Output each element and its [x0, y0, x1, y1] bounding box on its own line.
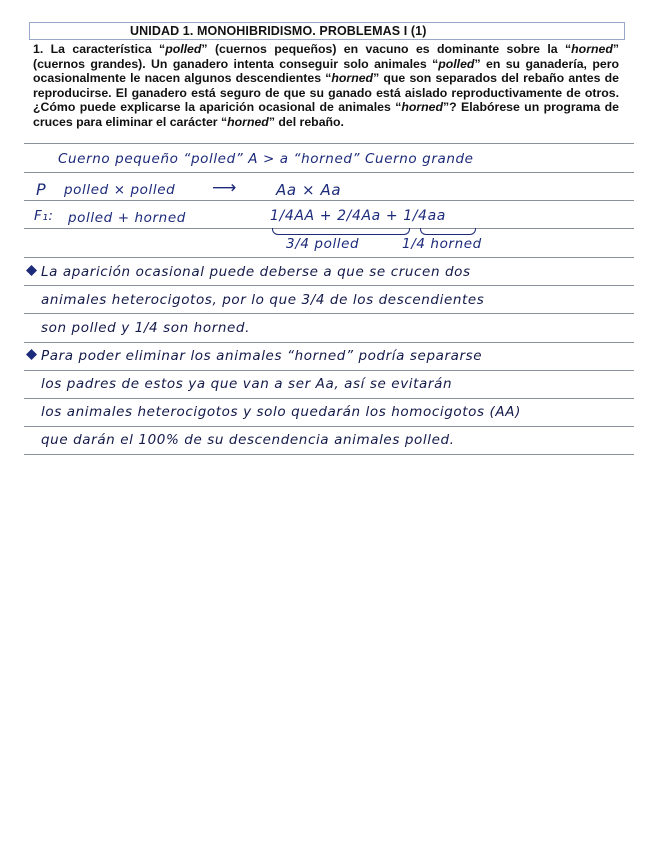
term-horned: horned: [571, 42, 613, 56]
polled-proportion: 3/4 polled: [286, 236, 360, 252]
horned-proportion: 1/4 horned: [402, 236, 482, 252]
ruled-line: [24, 172, 634, 173]
unit-title: UNIDAD 1. MONOHIBRIDISMO. PROBLEMAS I (1): [130, 24, 427, 38]
ruled-line: [24, 313, 634, 314]
explanation-line: son polled y 1/4 son horned.: [41, 320, 250, 336]
term-horned: horned: [401, 100, 444, 115]
crossing-program-line: Para poder eliminar los animales “horned” podría separarse: [41, 348, 483, 364]
term-polled: polled: [165, 42, 202, 56]
ruled-line: [24, 200, 634, 201]
problem-statement: [33, 42, 619, 130]
term-horned: horned: [331, 71, 374, 86]
crossing-program-line: los padres de estos ya que van a ser Aa, así se evitarán: [41, 376, 453, 392]
problem-text: ” (cuernos pequeños) en vacuno es dominante sobre la “: [201, 42, 572, 56]
problem-text: ” del rebaño.: [268, 114, 344, 129]
crossing-program-line: que darán el 100% de su descendencia animales polled.: [41, 432, 455, 448]
problem-text: ” (cuernos grandes). Un ganadero intenta conseguir solo animales “: [33, 42, 619, 71]
problem-text: ” en su ganadería, pero ocasionalmente le nacen algunos descendientes “: [33, 56, 619, 86]
f1-phenotypes: polled + horned: [68, 210, 186, 226]
handwritten-answer-sheet: [24, 136, 634, 471]
problem-number: 1.: [33, 42, 44, 56]
crossing-program-line: los animales heterocigotos y solo quedarán los homocigotos (AA): [41, 404, 521, 420]
f1-generation-label: F₁:: [34, 208, 54, 224]
arrow-right-icon: ⟶: [212, 178, 237, 198]
parental-generation-label: P: [36, 180, 47, 199]
ruled-line: [24, 426, 634, 427]
horned-bracket: [420, 228, 476, 235]
problem-text: ”? Elabórese un programa de cruces para eliminar el carácter “: [33, 100, 619, 129]
term-polled: polled: [438, 56, 475, 71]
diamond-bullet-icon: [26, 265, 37, 276]
ruled-line: [24, 342, 634, 343]
unit-header: [29, 22, 625, 40]
ruled-line: [24, 257, 634, 258]
diamond-bullet-icon: [26, 349, 37, 360]
ruled-line: [24, 454, 634, 455]
parental-cross-phenotypes: polled × polled: [64, 182, 176, 198]
term-horned: horned: [227, 114, 269, 129]
polled-bracket: [272, 228, 410, 235]
ruled-line: [24, 370, 634, 371]
explanation-line: animales heterocigotos, por lo que 3/4 de los descendientes: [41, 292, 485, 308]
dominance-statement: Cuerno pequeño “polled” A > a “horned” Cuerno grande: [58, 151, 474, 167]
ruled-line: [24, 285, 634, 286]
parental-cross-genotypes: Aa × Aa: [276, 181, 342, 199]
problem-text: ” que son separados del rebaño antes de reproducirse. El ganadero está seguro de que su ganado está aislado reproductivamente de otros. ¿Cómo puede explicarse la aparición ocasional de animales “: [33, 71, 619, 115]
problem-text: La característica “: [43, 42, 166, 56]
ruled-line: [24, 398, 634, 399]
f1-genotype-ratio: 1/4AA + 2/4Aa + 1/4aa: [270, 208, 446, 224]
ruled-line: [24, 143, 634, 144]
explanation-line: La aparición ocasional puede deberse a que se crucen dos: [41, 264, 471, 280]
